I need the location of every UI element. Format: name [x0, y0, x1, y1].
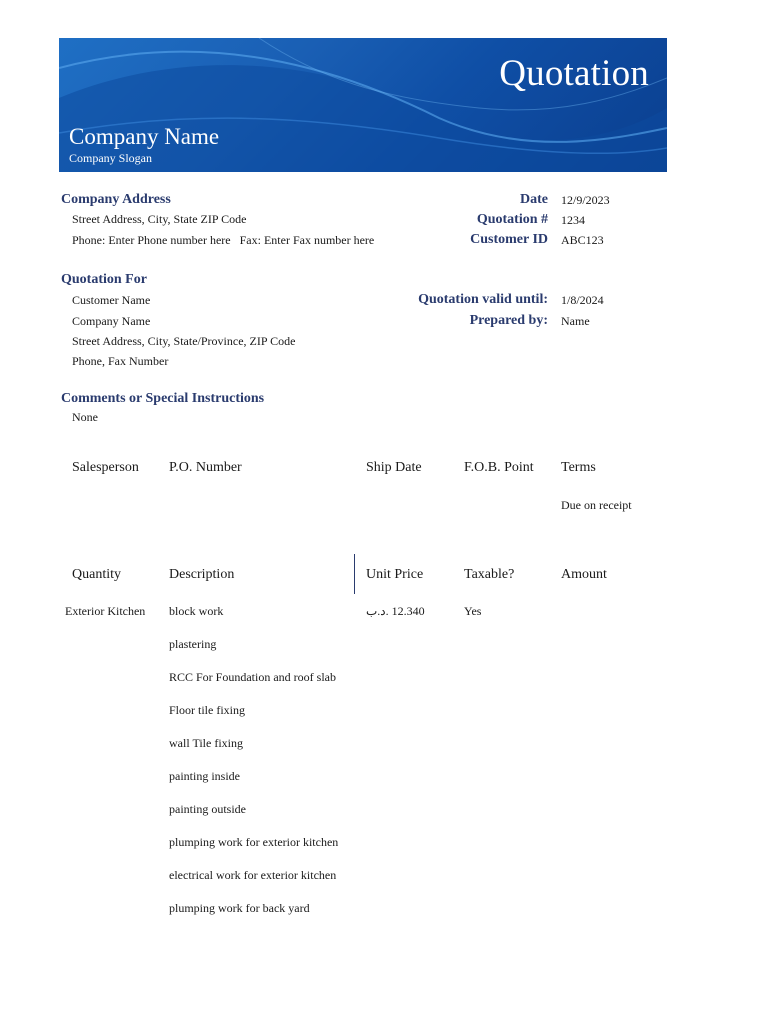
company-phone-fax: Phone: Enter Phone number here Fax: Enter Fax number here [72, 233, 375, 247]
header-banner [59, 38, 667, 172]
description-item: plumping work for exterior kitchen [169, 835, 339, 849]
company-slogan: Company Slogan [69, 151, 152, 165]
prepared-by-value: Name [561, 314, 590, 328]
company-name: Company Name [69, 124, 220, 149]
fob-point-header: F.O.B. Point [464, 460, 534, 475]
quotation-for-heading: Quotation For [61, 272, 147, 287]
quotation-title: Quotation [499, 53, 649, 94]
valid-until-label: Quotation valid until: [418, 292, 548, 307]
description-item: RCC For Foundation and roof slab [169, 670, 336, 684]
terms-value: Due on receipt [561, 498, 632, 512]
comments-heading: Comments or Special Instructions [61, 391, 265, 406]
quotation-number-value: 1234 [561, 213, 585, 227]
valid-until-value: 1/8/2024 [561, 293, 604, 307]
taxable-header: Taxable? [464, 567, 515, 582]
description-item: electrical work for exterior kitchen [169, 868, 337, 882]
description-item: painting inside [169, 769, 240, 783]
customer-id-label: Customer ID [470, 232, 548, 247]
customer-name: Customer Name [72, 293, 151, 307]
date-label: Date [520, 192, 548, 207]
customer-street: Street Address, City, State/Province, ZIP Code [72, 334, 296, 348]
customer-company-name: Company Name [72, 314, 151, 328]
company-street: Street Address, City, State ZIP Code [72, 212, 247, 226]
company-address-heading: Company Address [61, 192, 171, 207]
amount-header: Amount [561, 567, 607, 582]
po-number-header: P.O. Number [169, 460, 242, 475]
quantity-value: Exterior Kitchen [65, 604, 146, 618]
unit-price-value: 12.340 .د.ب [366, 604, 425, 618]
salesperson-header: Salesperson [72, 460, 139, 475]
unit-price-header: Unit Price [366, 567, 424, 582]
description-item: plumping work for back yard [169, 901, 310, 915]
description-header: Description [169, 567, 235, 582]
customer-phone-fax: Phone, Fax Number [72, 354, 169, 368]
description-item: plastering [169, 637, 217, 651]
ship-date-header: Ship Date [366, 460, 422, 475]
prepared-by-label: Prepared by: [469, 313, 548, 328]
comments-value: None [72, 410, 98, 424]
taxable-value: Yes [464, 604, 482, 618]
date-value: 12/9/2023 [561, 193, 610, 207]
column-divider [354, 554, 355, 594]
customer-id-value: ABC123 [561, 233, 604, 247]
quantity-header: Quantity [72, 567, 121, 582]
quotation-number-label: Quotation # [476, 212, 548, 227]
description-item: Floor tile fixing [169, 703, 245, 717]
description-item: painting outside [169, 802, 246, 816]
terms-header: Terms [561, 460, 596, 475]
description-item: wall Tile fixing [169, 736, 244, 750]
description-item: block work [169, 604, 224, 618]
